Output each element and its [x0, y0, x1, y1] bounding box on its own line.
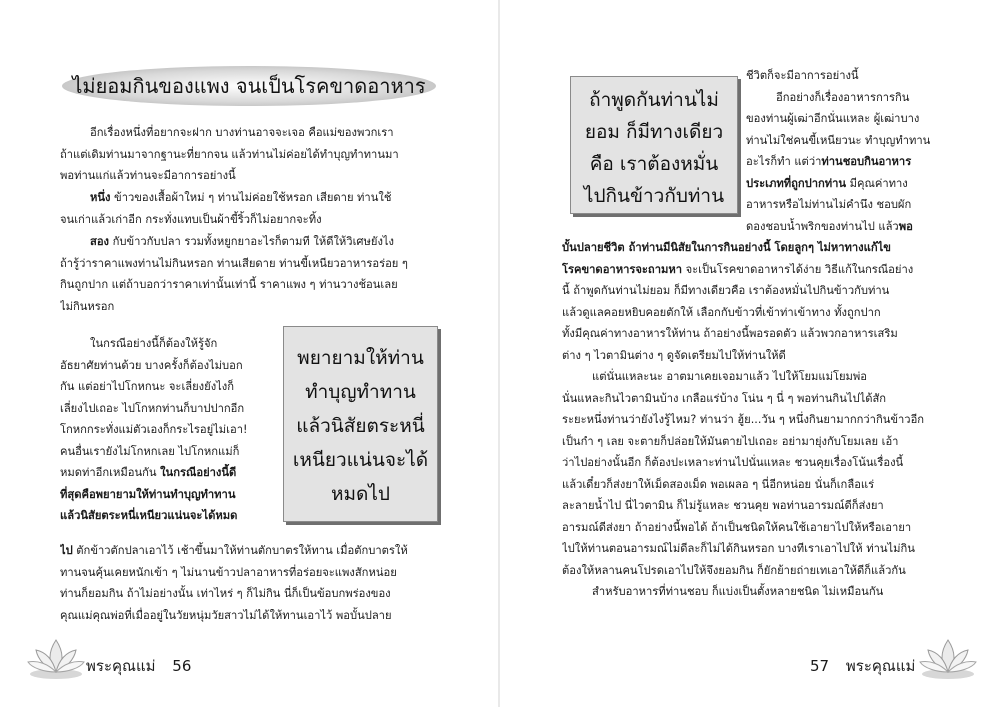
- lotus-flower-icon: [26, 634, 86, 682]
- paragraph-closing: ไป ตักข้าวตักปลาเอาไว้ เช้าขึ้นมาให้ท่านตักบาตรให้ทาน เมื่อตักบาตรให้ ทานจนคุ้นเคยหนักเข้า ๆ ไม่นานข้าวปลาอาหารที่อร่อยจะแพงสักหน่อย ท่านก็ยอมกิน ถ้าไม่อย่างนั้น เท่าไหร่ ๆ ก็ไม่กิน นี่ก็เป็นข้อบกพร่องของ คุณแม่คุณพ่อที่เมื่ออยู่ในวัยหนุ่มวัยสาวไม่ได้ให้ทานเอาไว้ พอบั้นปลาย: [60, 544, 408, 622]
- footer-left: [86, 654, 191, 678]
- paragraph-advice: ในกรณีอย่างนี้ก็ต้องให้รู้จัก อัธยาศัยท่านด้วย บางครั้งก็ต้องไม่บอก กัน แต่อย่าไปโกหกนะ จะเลี่ยงยังไงก็ เลี่ยงไปเถอะ ไปโกหกท่านก็บาปปากอีก โกหกกระทั่งแม่ตัวเองก็กระไรอยู่ไม่เอา! คนอื่นเรายังไม่โกหกเลย ไปโกหกแม่ก็ หมดท่าอีกเหมือนกัน ในกรณีอย่างนี้ดี ที่สุดคือพยายามให้ท่านทำบุญทำทาน แล้วนิสัยตระหนี่เหนียวแน่นจะได้หมด: [60, 337, 248, 522]
- lotus-flower-icon: [918, 634, 978, 682]
- right-page: [500, 0, 1000, 707]
- paragraph-main: บั้นปลายชีวิต ถ้าท่านมีนิสัยในการกินอย่างนี้ โดยลูกๆ ไม่หาทางแก้ไข โรคขาดอาหารจะถามหา จะเป็นโรคขาดอาหารได้ง่าย วิธีแก้ในกรณีอย่าง นี้ ถ้าพูดกันท่านไม่ยอม ก็มีทางเดียวคือ เราต้องหมั่นไปกินข้าวกับท่าน แล้วดูแลคอยหยิบคอยตักให้ เลือกกับข้าวที่เข้าท่าเข้าทาง ทั้งถูกปาก ทั้งมีคุณค่าทางอาหารให้ท่าน ถ้าอย่างนี้พอรอดตัว แล้วพวกอาหารเสริม ต่าง ๆ ไวตามินต่าง ๆ ดูจัดเตรียมไปให้ท่านให้ดี แต่นั่นแหละนะ อาตมาเคยเจอมาแล้ว ไปให้โยมแม่โยมพ่อ นั่นแหละกินไวตามินบ้าง เกลือแร่บ้าง โน่น ๆ นี่ ๆ พอท่านกินไปได้สัก ระยะหนึ่งท่านว่ายังไงรู้ไหม? ท่านว่า ฮู้ย...วัน ๆ หนึ่งกินยามากกว่ากินข้าวอีก เป็นกำ ๆ เลย จะตายก็ปล่อยให้มันตายไปเถอะ อย่ามายุ่งกับโยมเลย เอ้า ว่าไปอย่างนั้นอีก ก็ต้องปะเหลาะท่านไปนั่นแหละ ชวนคุยเรื่องโน้นเรื่องนี้ แล้วเดี๋ยวก็ส่งยาให้เม็ดสองเม็ด พอเผลอ ๆ นี่อีกหน่อย นั่นก็เกลือแร่ ละลายน้ำไป นี่ไวตามิน ก็ไม่รู้แหละ ชวนคุย พอท่านอารมณ์ดีก็ส่งยา อารมณ์ดีส่งยา ถ้าอย่างนี้พอได้ ถ้าเป็นชนิดให้คนใช้เอายาไปให้หรือเอายา ไปให้ท่านตอนอารมณ์ไม่ดีละก็ไม่ได้กินหรอก บางทีเราเอาไปให้ ท่านไม่กิน ต้องให้หลานคนโปรดเอาไปให้จึงยอมกิน ก็ยักย้ายถ่ายเทเอาให้ดีก็แล้วกัน สำหรับอาหารที่ท่านชอบ ก็แบ่งเป็นตั้งหลายชนิด ไม่เหมือนกัน: [562, 241, 925, 598]
- chapter-title: ไม่ยอมกินของแพง จนเป็นโรคขาดอาหาร: [72, 74, 426, 98]
- footer-book-title: พระคุณแม่: [845, 657, 916, 675]
- paragraph-column: ชีวิตก็จะมีอาการอย่างนี้ อีกอย่างก็เรื่องอาหารการกิน ของท่านผู้เฒ่าอีกนั่นแหละ ผู้เฒ่าบาง ท่านไม่ใช่คนขี้เหนียวนะ ทำบุญทำทาน อะไรก็ทำ แต่ว่าท่านชอบกินอาหาร ประเภทที่ถูกปากท่าน มีคุณค่าทาง อาหารหรือไม่ท่านไม่คำนึง ชอบผัก ดองชอบน้ำพริกของท่านไป แล้วพอ: [746, 69, 931, 233]
- paragraph-item-two: สอง กับข้าวกับปลา รวมทั้งหยูกยาอะไรก็ตามที ให้ดีให้วิเศษยังไง ถ้ารู้ว่าราคาแพงท่านไม่กินหรอก ท่านเสียดาย ท่านขี้เหนียวอาหารอร่อย ๆ กินถูกปาก แต่ถ้าบอกว่าราคาเท่านั้นเท่านี้ ราคาแพง ๆ ท่านวางช้อนเลย ไม่กินหรอก: [60, 235, 408, 313]
- page-number: 57: [810, 657, 830, 675]
- footer-right: [810, 654, 915, 678]
- pull-quote-right: ถ้าพูดกันท่านไม่ ยอม ก็มีทางเดียว คือ เราต้องหมั่น ไปกินข้าวกับท่าน: [570, 76, 738, 214]
- paragraph-item-one: หนึ่ง ข้าวของเสื้อผ้าใหม่ ๆ ท่านไม่ค่อยใช้หรอก เสียดาย ท่านใช้ จนเก่าแล้วเก่าอีก กระทั่งแทบเป็นผ้าขี้ริ้วก็ไม่อยากจะทิ้ง: [60, 191, 392, 226]
- item-one-label: หนึ่ง: [90, 191, 111, 204]
- pull-quote-left: พยายามให้ท่าน ทำบุญทำทาน แล้วนิสัยตระหนี่ เหนียวแน่นจะได้ หมดไป: [283, 326, 438, 522]
- page-number: 56: [172, 657, 192, 675]
- footer-book-title: พระคุณแม่: [86, 657, 156, 675]
- paragraph-intro: อีกเรื่องหนึ่งที่อยากจะฝาก บางท่านอาจจะเจอ คือแม่ของพวกเรา ถ้าแต่เดิมท่านมาจากฐานะที่ยากจน แล้วท่านไม่ค่อยได้ทำบุญทำทานมา พอท่านแก่แล้วท่านจะมีอาการอย่างนี้: [60, 126, 399, 182]
- item-two-label: สอง: [90, 235, 110, 248]
